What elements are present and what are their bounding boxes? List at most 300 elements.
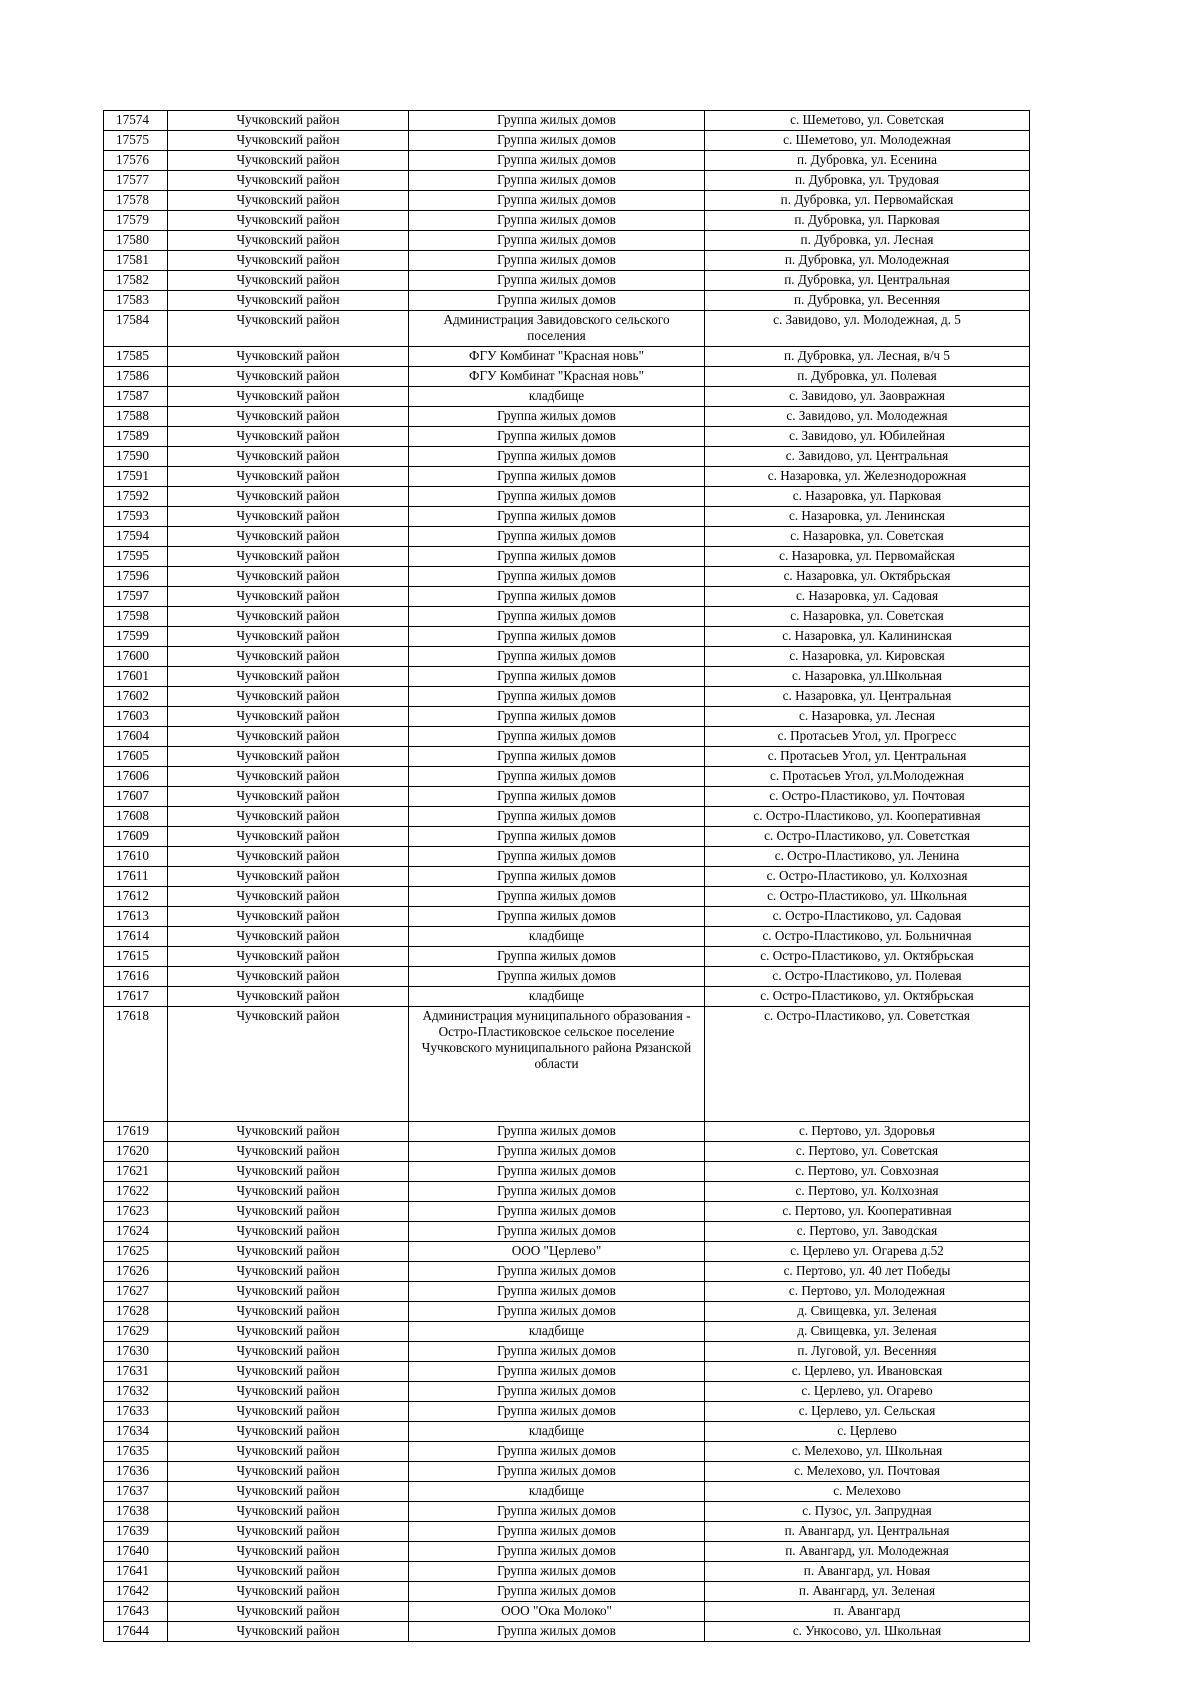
record-object: кладбище bbox=[409, 927, 705, 947]
record-number: 17608 bbox=[104, 807, 168, 827]
record-number: 17601 bbox=[104, 667, 168, 687]
record-object: Группа жилых домов bbox=[409, 687, 705, 707]
record-object: Группа жилых домов bbox=[409, 407, 705, 427]
record-district: Чучковский район bbox=[168, 1222, 409, 1242]
record-number: 17577 bbox=[104, 171, 168, 191]
record-number: 17620 bbox=[104, 1142, 168, 1162]
record-district: Чучковский район bbox=[168, 231, 409, 251]
record-number: 17640 bbox=[104, 1542, 168, 1562]
record-address: с. Церлево ул. Огарева д.52 bbox=[705, 1242, 1030, 1262]
record-object: Группа жилых домов bbox=[409, 647, 705, 667]
table-row bbox=[104, 447, 1030, 467]
table-row bbox=[104, 467, 1030, 487]
record-number: 17617 bbox=[104, 987, 168, 1007]
record-district: Чучковский район bbox=[168, 747, 409, 767]
record-number: 17597 bbox=[104, 587, 168, 607]
record-address: с. Мелехово, ул. Почтовая bbox=[705, 1462, 1030, 1482]
table-row bbox=[104, 1162, 1030, 1182]
record-district: Чучковский район bbox=[168, 1482, 409, 1502]
record-object: кладбище bbox=[409, 1322, 705, 1342]
record-address: п. Авангард, ул. Новая bbox=[705, 1562, 1030, 1582]
record-object: ООО "Ока Молоко" bbox=[409, 1602, 705, 1622]
record-address: с. Церлево bbox=[705, 1422, 1030, 1442]
table-row bbox=[104, 687, 1030, 707]
record-address: с. Пертово, ул. Кооперативная bbox=[705, 1202, 1030, 1222]
record-number: 17587 bbox=[104, 387, 168, 407]
record-object: Группа жилых домов bbox=[409, 291, 705, 311]
record-object: Группа жилых домов bbox=[409, 1362, 705, 1382]
record-district: Чучковский район bbox=[168, 447, 409, 467]
record-object: Группа жилых домов bbox=[409, 547, 705, 567]
record-district: Чучковский район bbox=[168, 367, 409, 387]
record-address: с. Остро-Пластиково, ул. Ленина bbox=[705, 847, 1030, 867]
record-address: с. Назаровка, ул. Парковая bbox=[705, 487, 1030, 507]
record-object: Группа жилых домов bbox=[409, 111, 705, 131]
record-district: Чучковский район bbox=[168, 1402, 409, 1422]
record-address: д. Свищевка, ул. Зеленая bbox=[705, 1322, 1030, 1342]
record-address: п. Авангард, ул. Зеленая bbox=[705, 1582, 1030, 1602]
record-number: 17624 bbox=[104, 1222, 168, 1242]
record-object: Группа жилых домов bbox=[409, 727, 705, 747]
record-address: с. Назаровка, ул. Садовая bbox=[705, 587, 1030, 607]
record-object: кладбище bbox=[409, 987, 705, 1007]
record-object: Группа жилых домов bbox=[409, 1582, 705, 1602]
record-district: Чучковский район bbox=[168, 827, 409, 847]
record-object: Группа жилых домов bbox=[409, 827, 705, 847]
record-number: 17592 bbox=[104, 487, 168, 507]
table-row bbox=[104, 887, 1030, 907]
record-number: 17581 bbox=[104, 251, 168, 271]
record-address: с. Остро-Пластиково, ул. Школьная bbox=[705, 887, 1030, 907]
record-number: 17633 bbox=[104, 1402, 168, 1422]
record-district: Чучковский район bbox=[168, 687, 409, 707]
record-object: Группа жилых домов bbox=[409, 907, 705, 927]
record-address: с. Назаровка, ул. Первомайская bbox=[705, 547, 1030, 567]
record-district: Чучковский район bbox=[168, 947, 409, 967]
table-row bbox=[104, 1542, 1030, 1562]
record-district: Чучковский район bbox=[168, 767, 409, 787]
record-number: 17609 bbox=[104, 827, 168, 847]
record-number: 17595 bbox=[104, 547, 168, 567]
table-row bbox=[104, 967, 1030, 987]
record-object: Группа жилых домов bbox=[409, 1182, 705, 1202]
table-row bbox=[104, 747, 1030, 767]
record-object: Группа жилых домов bbox=[409, 747, 705, 767]
record-object: Администрация Завидовского сельского поселения bbox=[409, 311, 705, 347]
record-district: Чучковский район bbox=[168, 727, 409, 747]
record-number: 17589 bbox=[104, 427, 168, 447]
record-object: Группа жилых домов bbox=[409, 627, 705, 647]
record-address: п. Дубровка, ул. Есенина bbox=[705, 151, 1030, 171]
record-district: Чучковский район bbox=[168, 1282, 409, 1302]
record-object: Группа жилых домов bbox=[409, 567, 705, 587]
record-object: Группа жилых домов bbox=[409, 151, 705, 171]
record-address: п. Авангард, ул. Центральная bbox=[705, 1522, 1030, 1542]
table-row bbox=[104, 191, 1030, 211]
record-district: Чучковский район bbox=[168, 1242, 409, 1262]
table-row bbox=[104, 1442, 1030, 1462]
table-row bbox=[104, 527, 1030, 547]
table-row bbox=[104, 407, 1030, 427]
table-row bbox=[104, 1282, 1030, 1302]
record-address: с. Протасьев Угол, ул. Прогресс bbox=[705, 727, 1030, 747]
record-object: Группа жилых домов bbox=[409, 1222, 705, 1242]
table-row bbox=[104, 1502, 1030, 1522]
table-row bbox=[104, 1202, 1030, 1222]
table-row bbox=[104, 827, 1030, 847]
record-number: 17596 bbox=[104, 567, 168, 587]
record-address: с. Завидово, ул. Центральная bbox=[705, 447, 1030, 467]
record-district: Чучковский район bbox=[168, 347, 409, 367]
table-row bbox=[104, 1007, 1030, 1122]
record-number: 17593 bbox=[104, 507, 168, 527]
record-district: Чучковский район bbox=[168, 967, 409, 987]
record-number: 17623 bbox=[104, 1202, 168, 1222]
record-object: Группа жилых домов bbox=[409, 807, 705, 827]
record-district: Чучковский район bbox=[168, 667, 409, 687]
record-number: 17639 bbox=[104, 1522, 168, 1542]
record-object: Группа жилых домов bbox=[409, 447, 705, 467]
table-row bbox=[104, 1562, 1030, 1582]
record-number: 17583 bbox=[104, 291, 168, 311]
record-address: с. Назаровка, ул. Железнодорожная bbox=[705, 467, 1030, 487]
record-district: Чучковский район bbox=[168, 487, 409, 507]
record-number: 17621 bbox=[104, 1162, 168, 1182]
table-row bbox=[104, 907, 1030, 927]
record-object: Группа жилых домов bbox=[409, 211, 705, 231]
record-object: кладбище bbox=[409, 1422, 705, 1442]
record-number: 17602 bbox=[104, 687, 168, 707]
record-number: 17625 bbox=[104, 1242, 168, 1262]
record-district: Чучковский район bbox=[168, 1302, 409, 1322]
record-address: с. Назаровка, ул. Кировская bbox=[705, 647, 1030, 667]
record-district: Чучковский район bbox=[168, 387, 409, 407]
record-address: с. Шеметово, ул. Молодежная bbox=[705, 131, 1030, 151]
record-address: с. Пузос, ул. Запрудная bbox=[705, 1502, 1030, 1522]
record-address: п. Дубровка, ул. Лесная, в/ч 5 bbox=[705, 347, 1030, 367]
record-address: с. Остро-Пластиково, ул. Октябрьская bbox=[705, 947, 1030, 967]
table-row bbox=[104, 1602, 1030, 1622]
record-address: с. Остро-Пластиково, ул. Полевая bbox=[705, 967, 1030, 987]
table-row bbox=[104, 567, 1030, 587]
record-number: 17599 bbox=[104, 627, 168, 647]
record-number: 17611 bbox=[104, 867, 168, 887]
record-number: 17637 bbox=[104, 1482, 168, 1502]
record-object: Группа жилых домов bbox=[409, 251, 705, 271]
table-row bbox=[104, 367, 1030, 387]
record-object: Группа жилых домов bbox=[409, 867, 705, 887]
record-number: 17615 bbox=[104, 947, 168, 967]
table-row bbox=[104, 767, 1030, 787]
table-row bbox=[104, 1582, 1030, 1602]
table-row bbox=[104, 867, 1030, 887]
record-district: Чучковский район bbox=[168, 1322, 409, 1342]
record-district: Чучковский район bbox=[168, 807, 409, 827]
record-address: с. Мелехово bbox=[705, 1482, 1030, 1502]
record-object: Группа жилых домов bbox=[409, 271, 705, 291]
record-district: Чучковский район bbox=[168, 1362, 409, 1382]
record-address: с. Остро-Пластиково, ул. Кооперативная bbox=[705, 807, 1030, 827]
table-row bbox=[104, 707, 1030, 727]
record-district: Чучковский район bbox=[168, 1182, 409, 1202]
table-row bbox=[104, 1522, 1030, 1542]
record-number: 17641 bbox=[104, 1562, 168, 1582]
record-object: Группа жилых домов bbox=[409, 1522, 705, 1542]
table-row bbox=[104, 1422, 1030, 1442]
record-object: Группа жилых домов bbox=[409, 171, 705, 191]
record-number: 17634 bbox=[104, 1422, 168, 1442]
table-row bbox=[104, 1182, 1030, 1202]
record-object: Группа жилых домов bbox=[409, 131, 705, 151]
record-address: с. Остро-Пластиково, ул. Октябрьская bbox=[705, 987, 1030, 1007]
record-number: 17628 bbox=[104, 1302, 168, 1322]
record-object: Группа жилых домов bbox=[409, 1302, 705, 1322]
record-object: Группа жилых домов bbox=[409, 1202, 705, 1222]
record-number: 17580 bbox=[104, 231, 168, 251]
table-row bbox=[104, 1222, 1030, 1242]
record-address: с. Назаровка, ул. Советская bbox=[705, 607, 1030, 627]
record-number: 17638 bbox=[104, 1502, 168, 1522]
record-address: с. Остро-Пластиково, ул. Садовая bbox=[705, 907, 1030, 927]
record-address: с. Назаровка, ул. Калининская bbox=[705, 627, 1030, 647]
records-table-body bbox=[104, 111, 1030, 1642]
table-row bbox=[104, 271, 1030, 291]
table-row bbox=[104, 1322, 1030, 1342]
record-number: 17606 bbox=[104, 767, 168, 787]
record-number: 17618 bbox=[104, 1007, 168, 1122]
record-number: 17614 bbox=[104, 927, 168, 947]
table-row bbox=[104, 1262, 1030, 1282]
record-address: с. Церлево, ул. Ивановская bbox=[705, 1362, 1030, 1382]
table-row bbox=[104, 1402, 1030, 1422]
record-district: Чучковский район bbox=[168, 1602, 409, 1622]
record-number: 17627 bbox=[104, 1282, 168, 1302]
record-district: Чучковский район bbox=[168, 1262, 409, 1282]
record-number: 17631 bbox=[104, 1362, 168, 1382]
record-number: 17622 bbox=[104, 1182, 168, 1202]
record-object: Группа жилых домов bbox=[409, 487, 705, 507]
table-row bbox=[104, 787, 1030, 807]
record-district: Чучковский район bbox=[168, 311, 409, 347]
record-object: Группа жилых домов bbox=[409, 967, 705, 987]
record-number: 17605 bbox=[104, 747, 168, 767]
record-object: ФГУ Комбинат "Красная новь" bbox=[409, 347, 705, 367]
table-row bbox=[104, 927, 1030, 947]
table-row bbox=[104, 1482, 1030, 1502]
record-object: Администрация муниципального образования - Остро-Пластиковское сельское поселение Чучковского муниципального района Рязанской области bbox=[409, 1007, 705, 1122]
record-object: Группа жилых домов bbox=[409, 667, 705, 687]
record-address: п. Дубровка, ул. Парковая bbox=[705, 211, 1030, 231]
record-object: Группа жилых домов bbox=[409, 427, 705, 447]
record-district: Чучковский район bbox=[168, 987, 409, 1007]
record-district: Чучковский район bbox=[168, 1622, 409, 1642]
table-row bbox=[104, 1362, 1030, 1382]
record-district: Чучковский район bbox=[168, 607, 409, 627]
table-row bbox=[104, 211, 1030, 231]
record-object: Группа жилых домов bbox=[409, 231, 705, 251]
table-row bbox=[104, 1382, 1030, 1402]
record-number: 17598 bbox=[104, 607, 168, 627]
record-number: 17642 bbox=[104, 1582, 168, 1602]
record-district: Чучковский район bbox=[168, 567, 409, 587]
record-object: Группа жилых домов bbox=[409, 1122, 705, 1142]
table-row bbox=[104, 807, 1030, 827]
record-number: 17607 bbox=[104, 787, 168, 807]
record-district: Чучковский район bbox=[168, 847, 409, 867]
record-number: 17635 bbox=[104, 1442, 168, 1462]
record-address: п. Дубровка, ул. Весенняя bbox=[705, 291, 1030, 311]
record-district: Чучковский район bbox=[168, 271, 409, 291]
record-address: с. Пертово, ул. Здоровья bbox=[705, 1122, 1030, 1142]
record-address: с. Завидово, ул. Заовражная bbox=[705, 387, 1030, 407]
record-object: Группа жилых домов bbox=[409, 1142, 705, 1162]
record-address: с. Назаровка, ул. Октябрьская bbox=[705, 567, 1030, 587]
table-row bbox=[104, 647, 1030, 667]
record-address: п. Дубровка, ул. Лесная bbox=[705, 231, 1030, 251]
record-district: Чучковский район bbox=[168, 111, 409, 131]
record-number: 17612 bbox=[104, 887, 168, 907]
record-object: Группа жилых домов bbox=[409, 1622, 705, 1642]
record-number: 17576 bbox=[104, 151, 168, 171]
table-row bbox=[104, 291, 1030, 311]
table-row bbox=[104, 667, 1030, 687]
record-district: Чучковский район bbox=[168, 927, 409, 947]
record-number: 17616 bbox=[104, 967, 168, 987]
table-row bbox=[104, 151, 1030, 171]
record-address: с. Шеметово, ул. Советская bbox=[705, 111, 1030, 131]
table-row bbox=[104, 387, 1030, 407]
table-row bbox=[104, 1142, 1030, 1162]
record-district: Чучковский район bbox=[168, 707, 409, 727]
record-object: Группа жилых домов bbox=[409, 467, 705, 487]
record-address: с. Пертово, ул. Молодежная bbox=[705, 1282, 1030, 1302]
record-district: Чучковский район bbox=[168, 907, 409, 927]
record-district: Чучковский район bbox=[168, 867, 409, 887]
record-object: ФГУ Комбинат "Красная новь" bbox=[409, 367, 705, 387]
record-district: Чучковский район bbox=[168, 1122, 409, 1142]
table-row bbox=[104, 1462, 1030, 1482]
record-district: Чучковский район bbox=[168, 1462, 409, 1482]
table-row bbox=[104, 507, 1030, 527]
record-address: с. Пертово, ул. 40 лет Победы bbox=[705, 1262, 1030, 1282]
record-district: Чучковский район bbox=[168, 1382, 409, 1402]
table-row bbox=[104, 111, 1030, 131]
record-number: 17588 bbox=[104, 407, 168, 427]
record-district: Чучковский район bbox=[168, 1582, 409, 1602]
record-object: ООО "Церлево" bbox=[409, 1242, 705, 1262]
record-object: Группа жилых домов bbox=[409, 1462, 705, 1482]
record-district: Чучковский район bbox=[168, 467, 409, 487]
record-object: Группа жилых домов bbox=[409, 1442, 705, 1462]
record-object: Группа жилых домов bbox=[409, 1342, 705, 1362]
record-number: 17604 bbox=[104, 727, 168, 747]
record-district: Чучковский район bbox=[168, 407, 409, 427]
record-number: 17600 bbox=[104, 647, 168, 667]
record-district: Чучковский район bbox=[168, 1142, 409, 1162]
record-district: Чучковский район bbox=[168, 171, 409, 191]
record-address: с. Назаровка, ул. Лесная bbox=[705, 707, 1030, 727]
record-district: Чучковский район bbox=[168, 1522, 409, 1542]
record-address: п. Авангард bbox=[705, 1602, 1030, 1622]
record-number: 17613 bbox=[104, 907, 168, 927]
record-object: Группа жилых домов bbox=[409, 707, 705, 727]
record-address: с. Назаровка, ул. Советская bbox=[705, 527, 1030, 547]
record-number: 17629 bbox=[104, 1322, 168, 1342]
record-number: 17643 bbox=[104, 1602, 168, 1622]
record-number: 17574 bbox=[104, 111, 168, 131]
table-row bbox=[104, 131, 1030, 151]
record-address: с. Остро-Пластиково, ул. Почтовая bbox=[705, 787, 1030, 807]
record-number: 17585 bbox=[104, 347, 168, 367]
record-district: Чучковский район bbox=[168, 627, 409, 647]
record-object: кладбище bbox=[409, 387, 705, 407]
record-district: Чучковский район bbox=[168, 1442, 409, 1462]
record-address: с. Завидово, ул. Молодежная, д. 5 bbox=[705, 311, 1030, 347]
record-address: с. Остро-Пластиково, ул. Советсткая bbox=[705, 1007, 1030, 1122]
record-object: Группа жилых домов bbox=[409, 787, 705, 807]
record-district: Чучковский район bbox=[168, 527, 409, 547]
record-district: Чучковский район bbox=[168, 1542, 409, 1562]
table-row bbox=[104, 947, 1030, 967]
record-district: Чучковский район bbox=[168, 1007, 409, 1122]
record-object: Группа жилых домов bbox=[409, 507, 705, 527]
table-row bbox=[104, 487, 1030, 507]
record-address: п. Авангард, ул. Молодежная bbox=[705, 1542, 1030, 1562]
record-address: с. Мелехово, ул. Школьная bbox=[705, 1442, 1030, 1462]
record-district: Чучковский район bbox=[168, 787, 409, 807]
record-address: с. Остро-Пластиково, ул. Больничная bbox=[705, 927, 1030, 947]
table-row bbox=[104, 1122, 1030, 1142]
record-district: Чучковский район bbox=[168, 1162, 409, 1182]
table-row bbox=[104, 547, 1030, 567]
table-row bbox=[104, 311, 1030, 347]
record-number: 17590 bbox=[104, 447, 168, 467]
record-address: с. Пертово, ул. Заводская bbox=[705, 1222, 1030, 1242]
table-row bbox=[104, 427, 1030, 447]
table-row bbox=[104, 1242, 1030, 1262]
record-number: 17591 bbox=[104, 467, 168, 487]
record-address: с. Остро-Пластиково, ул. Колхозная bbox=[705, 867, 1030, 887]
record-number: 17603 bbox=[104, 707, 168, 727]
record-address: с. Пертово, ул. Советская bbox=[705, 1142, 1030, 1162]
record-address: п. Дубровка, ул. Трудовая bbox=[705, 171, 1030, 191]
record-address: с. Остро-Пластиково, ул. Советсткая bbox=[705, 827, 1030, 847]
record-district: Чучковский район bbox=[168, 251, 409, 271]
table-row bbox=[104, 627, 1030, 647]
record-number: 17610 bbox=[104, 847, 168, 867]
record-district: Чучковский район bbox=[168, 191, 409, 211]
record-number: 17582 bbox=[104, 271, 168, 291]
record-object: Группа жилых домов bbox=[409, 607, 705, 627]
record-number: 17594 bbox=[104, 527, 168, 547]
record-district: Чучковский район bbox=[168, 1202, 409, 1222]
record-object: Группа жилых домов bbox=[409, 1262, 705, 1282]
record-district: Чучковский район bbox=[168, 1562, 409, 1582]
record-district: Чучковский район bbox=[168, 507, 409, 527]
record-object: Группа жилых домов bbox=[409, 1282, 705, 1302]
record-object: Группа жилых домов bbox=[409, 947, 705, 967]
table-row bbox=[104, 1622, 1030, 1642]
table-row bbox=[104, 727, 1030, 747]
record-address: с. Церлево, ул. Огарево bbox=[705, 1382, 1030, 1402]
record-address: п. Луговой, ул. Весенняя bbox=[705, 1342, 1030, 1362]
record-number: 17626 bbox=[104, 1262, 168, 1282]
record-district: Чучковский район bbox=[168, 131, 409, 151]
record-number: 17619 bbox=[104, 1122, 168, 1142]
record-object: Группа жилых домов bbox=[409, 1162, 705, 1182]
record-district: Чучковский район bbox=[168, 1422, 409, 1442]
table-row bbox=[104, 587, 1030, 607]
